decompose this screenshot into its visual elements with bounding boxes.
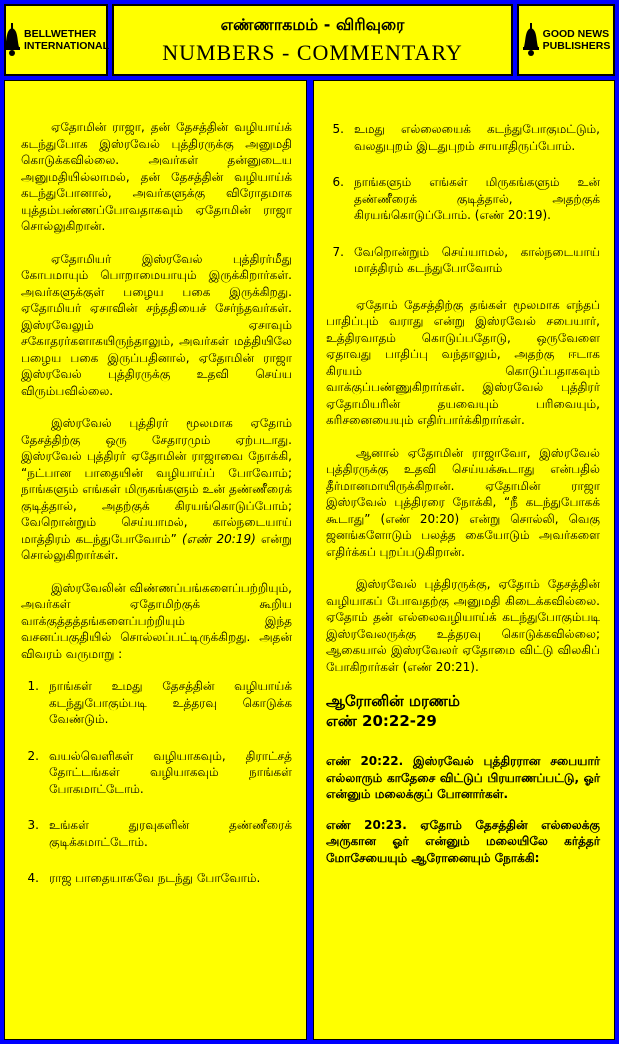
verse-paragraph: எண் 20:23. ஏதோம் தேசத்தின் எல்லைக்கு அருகான ஓர் என்னும் மலையிலே கர்த்தர் மோசேயையும் ஆரோனையும் நோக்கி: (326, 817, 600, 865)
right-column (313, 80, 615, 1040)
list-number: 2. (27, 748, 39, 763)
list-text: உமது எல்லையைக் கடந்துபோகுமட்டும், வலதுபுறம் இடதுபுறம் சாயாதிருப்போம். (354, 122, 600, 153)
list-item (326, 174, 600, 224)
verse-reference: (எண் 20:19) (182, 531, 256, 546)
logo-left-line2: INTERNATIONAL (24, 40, 109, 52)
paragraph: இஸ்ரவேலின் விண்ணப்பங்களைப்பற்றியும், அவர்கள் ஏதோமிற்குக் கூறிய வாக்குத்தத்தங்களைப்பற்றியும் இந்த வசனப்பகுதியில் சொல்லப்பட்டிருக்கிறது. அதன் விவரம் வருமாறு : (21, 580, 292, 661)
list-number: 3. (27, 818, 39, 832)
list-text: ராஜ பாதையாகவே நடந்து போவோம். (49, 871, 261, 885)
list-number: 6. (332, 175, 344, 189)
bell-icon (522, 23, 540, 57)
list-number: 7. (332, 244, 344, 259)
list-item (21, 817, 292, 850)
list-number: 4. (27, 871, 39, 885)
section-heading (326, 691, 600, 731)
verse-paragraph: எண் 20:22. இஸ்ரவேல் புத்திரரான சபையார் எல்லாரும் காதேசை விட்டுப் பிரயாணப்பட்டு, ஓர் என்னும் மலைக்குப் போனார்கள். (326, 754, 600, 801)
list-text: உங்கள் துரவுகளின் தண்ணீரைக் குடிக்கமாட்டோம். (49, 818, 292, 849)
bellwether-logo (4, 4, 108, 76)
paragraph: ஏதோம் தேசத்திற்கு தங்கள் மூலமாக எந்தப் பாதிப்பும் வராது என்று இஸ்ரவேல் சபையார், உத்திரவாதம் கொடுப்பதோடு, ஒருவேளை ஏதாவது பாதிப்பு வந்தாலும், அதற்கு ஈடாக கிரயம் கொடுப்பதாகவும் வாக்குப்பண்ணுகிறார்கள். இஸ்ரவேல் புத்திரர் ஏதோமியரின் தயவையும் பரிவையும், கரிசனையையும் எதிர்பார்க்கிறார்கள். (326, 297, 600, 427)
paragraph: ஆனால் ஏதோமின் ராஜாவோ, இஸ்ரவேல் புத்திரருக்கு உதவி செய்யக்கூடாது என்பதில் தீர்மானமாயிருக்கிறான். ஏதோமின் ராஜா இஸ்ரவேல் புத்திரரை நோக்கி, “நீ கடந்துபோகக் கூடாது” (எண் 20:20) என்று சொல்லி, வெகு ஜனங்களோடும் பலத்த கையோடும் அவர்களை எதிர்க்கப் புறப்படுகிறான். (326, 445, 600, 559)
paragraph-text: இஸ்ரவேல் புத்திரர் மூலமாக ஏதோம் தேசத்திற்கு ஒரு சேதாரமும் ஏற்படாது. இஸ்ரவேல் புத்திரர் ஏதோமின் ராஜாவை நோக்கி, “நட்பான பாதையின் வழியாய்ப் போவோம்; நாங்களும் எங்கள் மிருகங்களும் உன் தண்ணீரைக் குடித்தால், அதற்குக் கிரயங்கொடுப்போம்; வேறொன்றும் செய்யாமல், கால்நடையாய் மாத்திரம் கடந்துபோவோம்” (21, 416, 292, 546)
list-text: நாங்களும் எங்கள் மிருகங்களும் உன் தண்ணீரைக் குடித்தால், அதற்குக் கிரயங்கொடுப்போம். (எண் 20:19). (354, 175, 600, 222)
list-item (21, 748, 292, 798)
list-text: வேறொன்றும் செய்யாமல், கால்நடையாய் மாத்திரம் கடந்துபோவோம் (354, 244, 600, 275)
list-item (21, 678, 292, 728)
page-title-tamil: எண்ணாகமம் - விரிவுரை (220, 14, 405, 34)
list-item (326, 121, 600, 154)
paragraph: ஏதோமியர் இஸ்ரவேல் புத்திரர்மீது கோபமாயும் பொறாமையாயும் இருக்கிறார்கள். அவர்களுக்குள் பழைய பகை இருக்கிறது. ஏதோமியர் ஏசாவின் சந்ததியைச் சேர்ந்தவர்கள். இஸ்ரவேலும் ஏசாவும் சகோதரர்களாகயிருந்தாலும், அவர்கள் மத்தியிலே பழைய பகை இருப்பதினால், ஏதோமின் ராஜா இஸ்ரவேல் புத்திரருக்கு உதவி செய்ய விரும்பவில்லை. (21, 251, 292, 398)
good-news-logo (517, 4, 615, 76)
logo-right-line1: GOOD NEWS (542, 28, 610, 40)
section-heading-title: ஆரோனின் மரணம் (326, 692, 460, 710)
logo-left-line1: BELLWETHER (24, 28, 97, 40)
list-number: 5. (332, 122, 344, 136)
numbered-list (21, 678, 292, 887)
list-number: 1. (27, 679, 39, 693)
numbered-list (326, 121, 600, 277)
page-title-english: NUMBERS - COMMENTARY (162, 39, 463, 65)
section-heading-reference: எண் 20:22-29 (326, 712, 437, 730)
paragraph: ஏதோமின் ராஜா, தன் தேசத்தின் வழியாய்க் கடந்துபோக இஸ்ரவேல் புத்திரருக்கு அனுமதி கொடுக்கவில்லை. அவர்கள் தன்னுடைய அனுமதியில்லாமல், தன் தேசத்தின் வழியாய்க் கடந்துபோனால், அவர்களுக்கு விரோதமாக யுத்தம்பண்ணப்போவதாகவும் ஏதோமின் ராஜா சொல்லுகிறான். (21, 120, 292, 233)
left-column (4, 80, 307, 1040)
page-header (4, 4, 615, 76)
bell-icon (3, 23, 21, 57)
list-item (326, 244, 600, 277)
paragraph-tail: என்று சொல்லுகிறார்கள். (21, 531, 292, 562)
paragraph: இஸ்ரவேல் புத்திரருக்கு, ஏதோம் தேசத்தின் வழியாகப் போவதற்கு அனுமதி கிடைக்கவில்லை. ஏதோம் தன் எல்லைவழியாய்க் கடந்துபோகும்படி இஸ்ரவேலருக்கு உத்தரவு கொடுக்கவில்லை; ஆகையால் இஸ்ரவேலர் ஏதோமை விட்டு விலகிப் போகிறார்கள் (எண் 20:21). (326, 577, 600, 674)
paragraph (21, 415, 292, 564)
list-text: வயல்வெளிகள் வழியாகவும், திராட்சத் தோட்டங்கள் வழியாகவும் நாங்கள் போகமாட்டோம். (49, 748, 292, 796)
title-box (112, 4, 513, 76)
list-item (21, 870, 292, 887)
logo-right-line2: PUBLISHERS (542, 40, 611, 52)
list-text: நாங்கள் உமது தேசத்தின் வழியாய்க் கடந்துபோகும்படி உத்தரவு கொடுக்க வேண்டும். (49, 679, 292, 726)
